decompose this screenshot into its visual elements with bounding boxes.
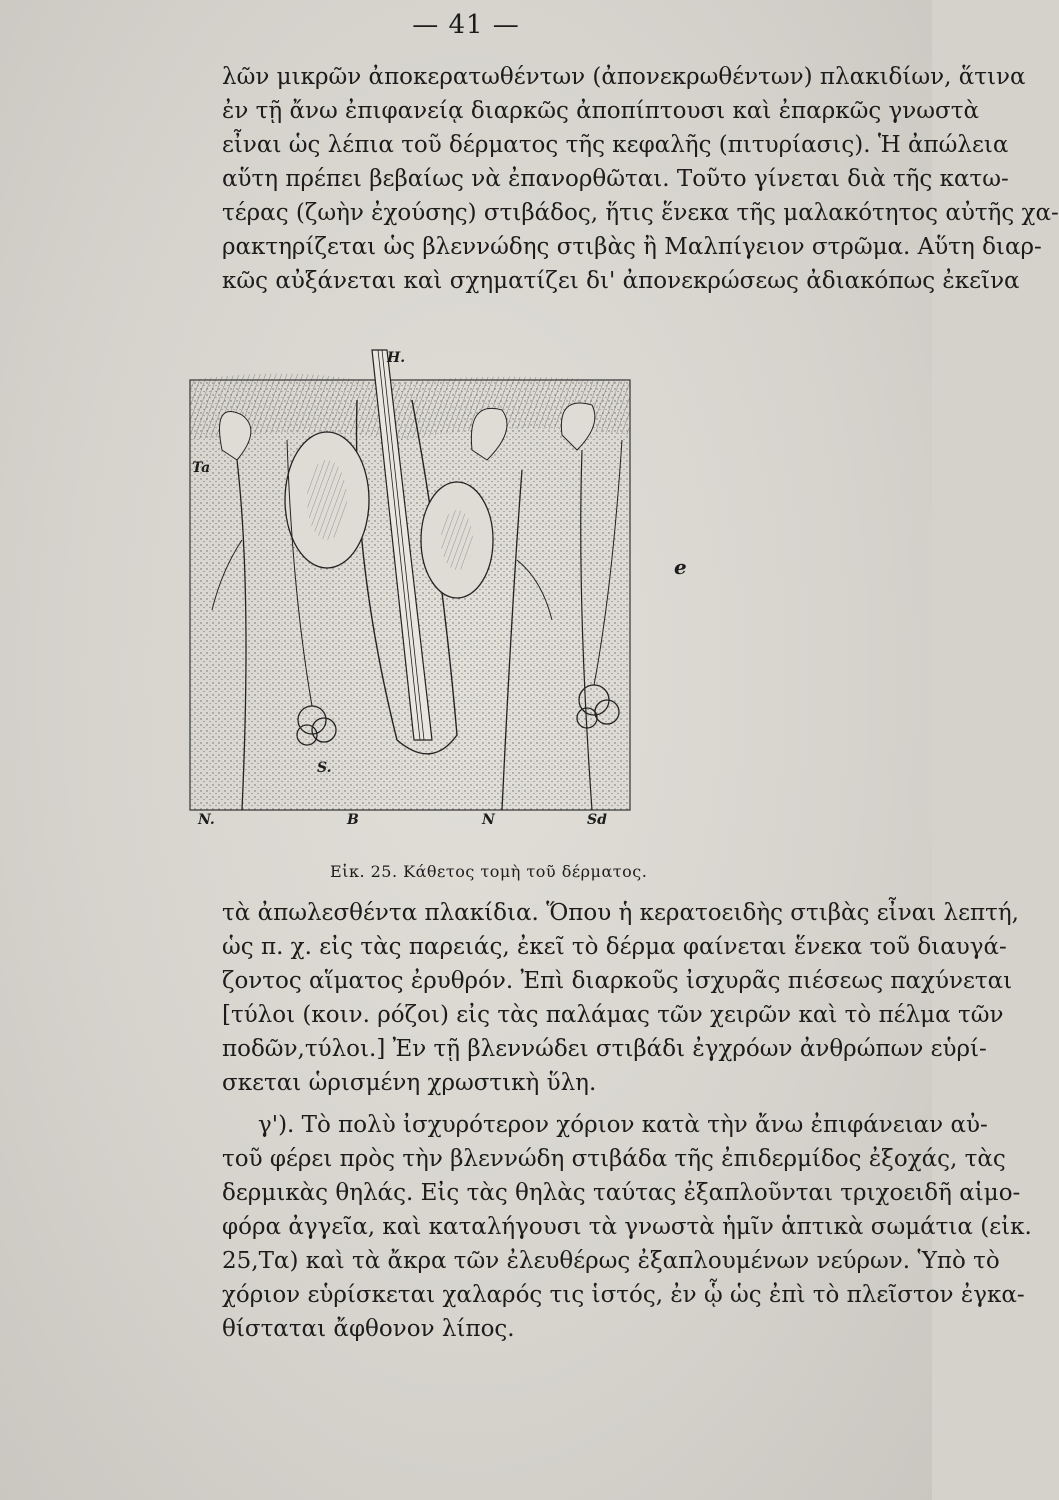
text-line: τέρας (ζωὴν ἐχούσης) στιβάδος, ἥτις ἕνεκα τῆς μαλακότητος αὐτῆς χα- xyxy=(222,200,1059,226)
skin-section-figure xyxy=(182,340,687,840)
text-line: δερμικὰς θηλάς. Εἰς τὰς θηλὰς ταύτας ἐξαπλοῦνται τριχοειδῆ αἱμο- xyxy=(222,1180,1021,1206)
figure-label-n: N xyxy=(482,812,495,828)
text-line: κῶς αὐξάνεται καὶ σχηματίζει δι' ἀπονεκρώσεως ἀδιακόπως ἐκεῖνα xyxy=(222,268,1020,294)
figure-label-b: B xyxy=(347,812,359,828)
text-line: χόριον εὑρίσκεται χαλαρός τις ἱστός, ἐν ᾧ ὡς ἐπὶ τὸ πλεῖστον ἐγκα- xyxy=(222,1282,1025,1308)
text-line: θίσταται ἄφθονον λίπος. xyxy=(222,1316,515,1342)
text-line: λῶν μικρῶν ἀποκερατωθέντων (ἀπονεκρωθέντων) πλακιδίων, ἅτινα xyxy=(222,64,1026,90)
figure-label-e: e xyxy=(674,555,687,579)
figure-caption: Εἰκ. 25. Κάθετος τομὴ τοῦ δέρματος. xyxy=(330,862,648,881)
text-line: 25,Τα) καὶ τὰ ἄκρα τῶν ἐλευθέρως ἐξαπλουμένων νεύρων. Ὑπὸ τὸ xyxy=(222,1248,1000,1274)
figure-label-inner: S. xyxy=(317,760,332,776)
text-line: [τύλοι (κοιν. ρόζοι) εἰς τὰς παλάμας τῶν χειρῶν καὶ τὸ πέλμα τῶν xyxy=(222,1002,1004,1028)
text-line: τοῦ φέρει πρὸς τὴν βλεννώδη στιβάδα τῆς ἐπιδερμίδος ἐξοχάς, τὰς xyxy=(222,1146,1006,1172)
text-line: φόρα ἀγγεῖα, καὶ καταλήγουσι τὰ γνωστὰ ἡμῖν ἁπτικὰ σωμάτια (εἰκ. xyxy=(222,1214,1032,1240)
text-line: ζοντος αἵματος ἐρυθρόν. Ἐπὶ διαρκοῦς ἰσχυρᾶς πιέσεως παχύνεται xyxy=(222,968,1013,994)
figure-label-sd: Sd xyxy=(587,812,607,828)
figure-label-hair: Η. xyxy=(387,350,406,366)
text-line: ὡς π. χ. εἰς τὰς παρειάς, ἐκεῖ τὸ δέρμα φαίνεται ἕνεκα τοῦ διαυγά- xyxy=(222,934,1007,960)
text-line: σκεται ὡρισμένη χρωστικὴ ὕλη. xyxy=(222,1070,597,1096)
figure-label-tactile: Ta xyxy=(192,460,211,476)
figure-label-nerve: N. xyxy=(198,812,215,828)
page-number: — 41 — xyxy=(412,10,520,40)
skin-cross-section-illustration xyxy=(182,340,682,840)
text-line: ποδῶν,τύλοι.] Ἐν τῇ βλεννώδει στιβάδι ἐγχρόων ἀνθρώπων εὑρί- xyxy=(222,1036,987,1062)
text-line: αὕτη πρέπει βεβαίως νὰ ἐπανορθῶται. Τοῦτο γίνεται διὰ τῆς κατω- xyxy=(222,166,1009,192)
text-line: εἶναι ὡς λέπια τοῦ δέρματος τῆς κεφαλῆς (πιτυρίασις). Ἡ ἀπώλεια xyxy=(222,132,1009,158)
text-line: τὰ ἀπωλεσθέντα πλακίδια. Ὅπου ἡ κερατοειδὴς στιβὰς εἶναι λεπτή, xyxy=(222,900,1019,926)
text-line: ρακτηρίζεται ὡς βλεννώδης στιβὰς ἢ Μαλπίγειον στρῶμα. Αὕτη διαρ- xyxy=(222,234,1042,260)
text-line: γ'). Τὸ πολὺ ἰσχυρότερον χόριον κατὰ τὴν ἄνω ἐπιφάνειαν αὐ- xyxy=(258,1112,988,1138)
text-line: ἐν τῇ ἄνω ἐπιφανείᾳ διαρκῶς ἀποπίπτουσι καὶ ἐπαρκῶς γνωστὰ xyxy=(222,98,979,124)
